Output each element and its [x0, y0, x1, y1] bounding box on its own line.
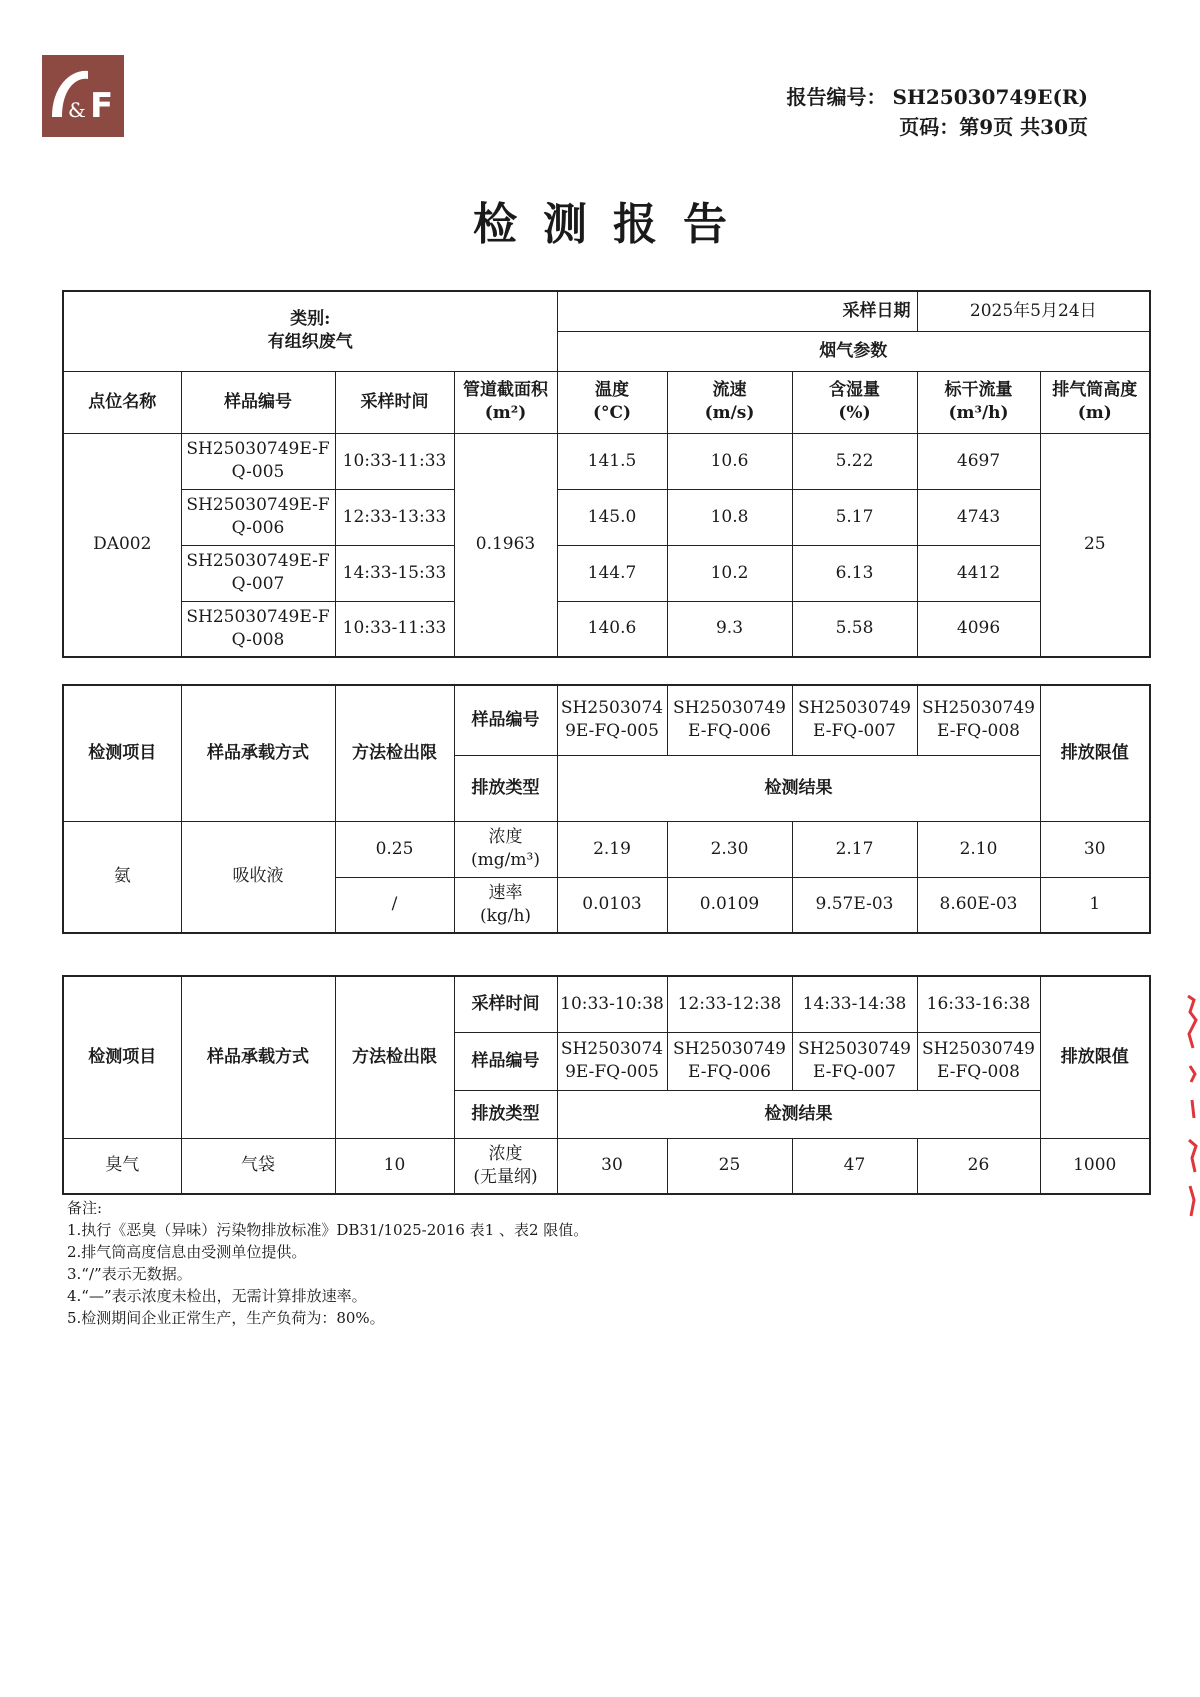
- detect-limit: 10: [335, 1138, 454, 1194]
- note-item: 3.“/”表示无数据。: [67, 1265, 192, 1283]
- report-header: [787, 82, 1088, 142]
- moisture-value: 5.22: [792, 433, 917, 489]
- col-sample: 样品编号: [181, 371, 335, 433]
- method-label: 方法检出限: [335, 976, 454, 1138]
- sample-no-label: 样品编号: [454, 685, 557, 755]
- sample-no: SH25030749E-FQ-005: [181, 433, 335, 489]
- table-row: [63, 489, 1150, 545]
- notes-title: 备注:: [67, 1199, 103, 1217]
- carrier-value: 吸收液: [181, 821, 335, 933]
- result-value: 0.0109: [667, 877, 792, 933]
- item-value: 臭气: [63, 1138, 181, 1194]
- sample-time: 10:33-11:33: [335, 601, 454, 657]
- col-area: 管道截面积 (m²): [454, 371, 557, 433]
- result-value: 30: [557, 1138, 667, 1194]
- temp-value: 141.5: [557, 433, 667, 489]
- company-logo: [42, 55, 124, 137]
- col-time: 采样时间: [335, 371, 454, 433]
- sample-no: SH25030749E-FQ-007: [792, 685, 917, 755]
- category-label: 类别:: [290, 309, 331, 330]
- sample-no: SH25030749E-FQ-008: [181, 601, 335, 657]
- speed-value: 10.6: [667, 433, 792, 489]
- sample-no: SH25030749E-FQ-005: [557, 1032, 667, 1090]
- limit-label: 排放限值: [1040, 976, 1150, 1138]
- limit-label: 排放限值: [1040, 685, 1150, 821]
- page-label: 页码：: [899, 115, 960, 139]
- emission-type: 速率 (kg/h): [454, 877, 557, 933]
- result-value: 25: [667, 1138, 792, 1194]
- carrier-value: 气袋: [181, 1138, 335, 1194]
- category-cell: [63, 291, 557, 371]
- sample-no-label: 样品编号: [454, 1032, 557, 1090]
- sampling-date-label: 采样日期: [557, 291, 917, 331]
- moisture-value: 6.13: [792, 545, 917, 601]
- item-label: 检测项目: [63, 976, 181, 1138]
- sampling-date: 2025年5月24日: [917, 291, 1150, 331]
- result-value: 2.30: [667, 821, 792, 877]
- sampling-time: 14:33-14:38: [792, 976, 917, 1032]
- moisture-value: 5.58: [792, 601, 917, 657]
- result-value: 2.17: [792, 821, 917, 877]
- sampling-time: 12:33-12:38: [667, 976, 792, 1032]
- detect-limit: 0.25: [335, 821, 454, 877]
- table-row: [63, 821, 1150, 877]
- sample-no: SH25030749E-FQ-008: [917, 1032, 1040, 1090]
- area-value: 0.1963: [454, 433, 557, 657]
- sample-time: 12:33-13:33: [335, 489, 454, 545]
- note-item: 2.排气筒高度信息由受测单位提供。: [67, 1243, 307, 1261]
- col-flow: 标干流量 (m³/h): [917, 371, 1040, 433]
- method-label: 方法检出限: [335, 685, 454, 821]
- notes: [67, 1197, 588, 1329]
- col-height: 排气筒高度 (m): [1040, 371, 1150, 433]
- flow-value: 4096: [917, 601, 1040, 657]
- sampling-time: 16:33-16:38: [917, 976, 1040, 1032]
- limit-value: 1: [1040, 877, 1150, 933]
- note-item: 4.“—”表示浓度未检出，无需计算排放速率。: [67, 1287, 367, 1305]
- sample-no: SH25030749E-FQ-005: [557, 685, 667, 755]
- flue-gas-table: [62, 290, 1151, 658]
- result-label: 检测结果: [557, 755, 1040, 821]
- table-row: [63, 433, 1150, 489]
- emission-type-label: 排放类型: [454, 1090, 557, 1138]
- ammonia-table: [62, 684, 1151, 934]
- flow-value: 4697: [917, 433, 1040, 489]
- svg-text:F: F: [90, 86, 114, 126]
- col-speed: 流速 (m/s): [667, 371, 792, 433]
- emission-type: 浓度 (mg/m³): [454, 821, 557, 877]
- carrier-label: 样品承载方式: [181, 685, 335, 821]
- table-row: [63, 1138, 1150, 1194]
- result-value: 2.10: [917, 821, 1040, 877]
- sample-time: 10:33-11:33: [335, 433, 454, 489]
- flow-value: 4743: [917, 489, 1040, 545]
- sampling-time-label: 采样时间: [454, 976, 557, 1032]
- page-text: 第9页 共30页: [959, 115, 1088, 139]
- sample-no: SH25030749E-FQ-007: [181, 545, 335, 601]
- result-value: 2.19: [557, 821, 667, 877]
- sampling-time: 10:33-10:38: [557, 976, 667, 1032]
- note-item: 1.执行《恶臭（异味）污染物排放标准》DB31/1025-2016 表1 、表2 限值。: [67, 1221, 589, 1239]
- category-value: 有组织废气: [267, 332, 353, 353]
- result-value: 8.60E-03: [917, 877, 1040, 933]
- report-no-label: 报告编号：: [786, 85, 887, 109]
- col-temp: 温度 (°C): [557, 371, 667, 433]
- table-row: [63, 545, 1150, 601]
- sample-no: SH25030749E-FQ-006: [667, 685, 792, 755]
- result-value: 0.0103: [557, 877, 667, 933]
- speed-value: 9.3: [667, 601, 792, 657]
- point-name: DA002: [63, 433, 181, 657]
- flow-value: 4412: [917, 545, 1040, 601]
- red-seal-stamp: [1180, 990, 1200, 1230]
- svg-text:&: &: [68, 98, 86, 122]
- odor-table: [62, 975, 1151, 1195]
- sample-no: SH25030749E-FQ-006: [181, 489, 335, 545]
- emission-type-label: 排放类型: [454, 755, 557, 821]
- sample-time: 14:33-15:33: [335, 545, 454, 601]
- temp-value: 144.7: [557, 545, 667, 601]
- page-title: 检测报告: [473, 199, 753, 250]
- limit-value: 1000: [1040, 1138, 1150, 1194]
- report-no: SH25030749E(R): [892, 85, 1088, 109]
- stack-height: 25: [1040, 433, 1150, 657]
- result-value: 26: [917, 1138, 1040, 1194]
- speed-value: 10.2: [667, 545, 792, 601]
- temp-value: 140.6: [557, 601, 667, 657]
- result-value: 47: [792, 1138, 917, 1194]
- limit-value: 30: [1040, 821, 1150, 877]
- carrier-label: 样品承载方式: [181, 976, 335, 1138]
- sample-no: SH25030749E-FQ-008: [917, 685, 1040, 755]
- flue-gas-params: 烟气参数: [557, 331, 1150, 371]
- item-value: 氨: [63, 821, 181, 933]
- moisture-value: 5.17: [792, 489, 917, 545]
- detect-limit: /: [335, 877, 454, 933]
- item-label: 检测项目: [63, 685, 181, 821]
- result-value: 9.57E-03: [792, 877, 917, 933]
- emission-type: 浓度 (无量纲): [454, 1138, 557, 1194]
- result-label: 检测结果: [557, 1090, 1040, 1138]
- col-point: 点位名称: [63, 371, 181, 433]
- table-row: [63, 601, 1150, 657]
- sample-no: SH25030749E-FQ-007: [792, 1032, 917, 1090]
- sample-no: SH25030749E-FQ-006: [667, 1032, 792, 1090]
- speed-value: 10.8: [667, 489, 792, 545]
- note-item: 5.检测期间企业正常生产，生产负荷为：80%。: [67, 1309, 385, 1327]
- temp-value: 145.0: [557, 489, 667, 545]
- col-moisture: 含湿量 (%): [792, 371, 917, 433]
